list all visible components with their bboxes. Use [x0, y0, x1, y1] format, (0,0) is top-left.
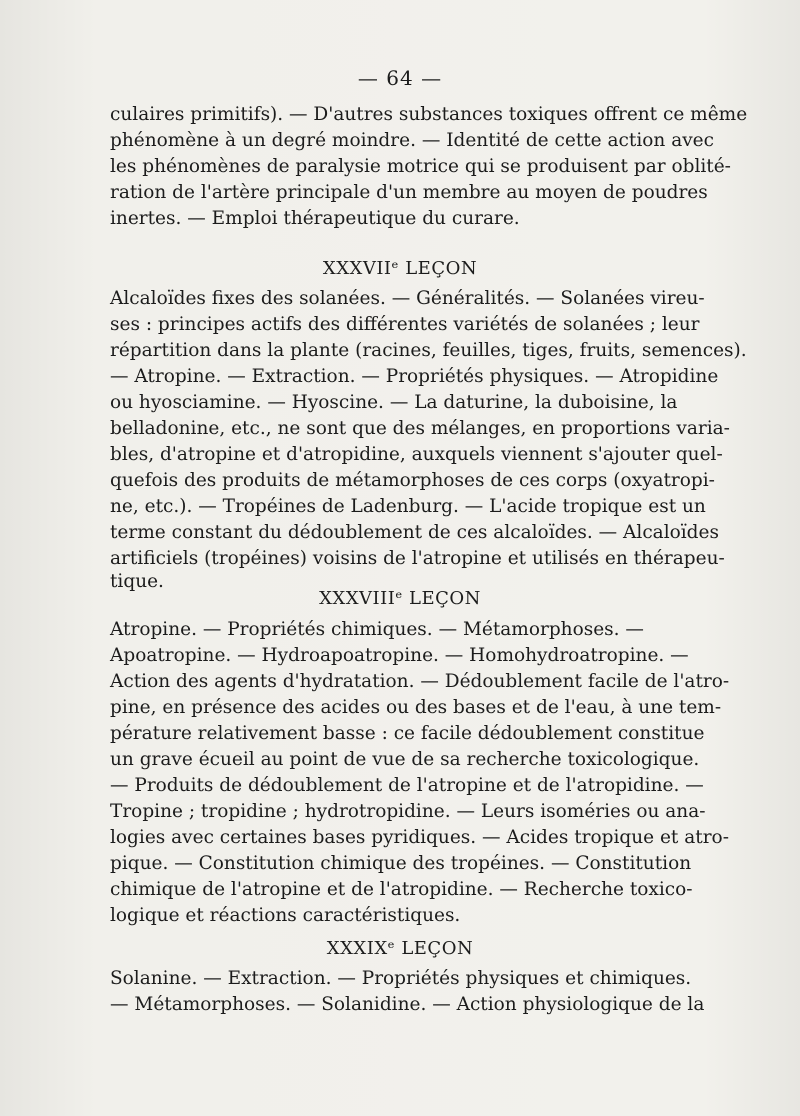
- text-line: logies avec certaines bases pyridiques. — Acides tropique et atro-: [110, 827, 729, 848]
- text-line: Solanine. — Extraction. — Propriétés physiques et chimiques.: [110, 968, 692, 989]
- text-line: ses : principes actifs des différentes variétés de solanées ; leur: [110, 314, 700, 335]
- text-line: pérature relativement basse : ce facile dédoublement constitue: [110, 723, 705, 744]
- text-line: ne, etc.). — Tropéines de Ladenburg. — L'acide tropique est un: [110, 496, 706, 517]
- text-line: bles, d'atropine et d'atropidine, auxquels viennent s'ajouter quel-: [110, 444, 723, 465]
- text-line: inertes. — Emploi thérapeutique du curare.: [110, 208, 520, 229]
- text-line: logique et réactions caractéristiques.: [110, 905, 461, 926]
- text-line: quefois des produits de métamorphoses de ces corps (oxyatropi-: [110, 470, 715, 491]
- text-line: phénomène à un degré moindre. — Identité de cette action avec: [110, 130, 714, 151]
- text-line: Alcaloïdes fixes des solanées. — Généralités. — Solanées vireu-: [110, 288, 705, 309]
- section-heading-39: XXXIXᵉ LEÇON: [326, 938, 474, 959]
- text-line: — Métamorphoses. — Solanidine. — Action physiologique de la: [110, 994, 705, 1015]
- text-line: Tropine ; tropidine ; hydrotropidine. — Leurs isoméries ou ana-: [110, 801, 706, 822]
- text-line: belladonine, etc., ne sont que des mélanges, en proportions varia-: [110, 418, 730, 439]
- text-line: Atropine. — Propriétés chimiques. — Métamorphoses. —: [110, 619, 644, 640]
- text-line: chimique de l'atropine et de l'atropidine. — Recherche toxico-: [110, 879, 693, 900]
- text-line: culaires primitifs). — D'autres substances toxiques offrent ce même: [110, 104, 748, 125]
- text-line: Action des agents d'hydratation. — Dédoublement facile de l'atro-: [110, 671, 730, 692]
- text-line: artificiels (tropéines) voisins de l'atropine et utilisés en thérapeu-: [110, 548, 725, 569]
- text-line: tique.: [110, 571, 164, 592]
- text-line: terme constant du dédoublement de ces alcaloïdes. — Alcaloïdes: [110, 522, 719, 543]
- text-line: un grave écueil au point de vue de sa recherche toxicologique.: [110, 749, 700, 770]
- text-line: pique. — Constitution chimique des tropéines. — Constitution: [110, 853, 692, 874]
- text-line: ration de l'artère principale d'un membre au moyen de poudres: [110, 182, 708, 203]
- text-line: Apoatropine. — Hydroapoatropine. — Homohydroatropine. —: [110, 645, 689, 666]
- text-line: — Produits de dédoublement de l'atropine et de l'atropidine. —: [110, 775, 704, 796]
- text-line: les phénomènes de paralysie motrice qui se produisent par oblité-: [110, 156, 731, 177]
- page-number: — 64 —: [357, 66, 443, 90]
- text-line: — Atropine. — Extraction. — Propriétés physiques. — Atropidine: [110, 366, 719, 387]
- text-line: ou hyosciamine. — Hyoscine. — La daturine, la duboisine, la: [110, 392, 678, 413]
- section-heading-38: XXXVIIIᵉ LEÇON: [319, 588, 481, 609]
- section-heading-37: XXXVIIᵉ LEÇON: [322, 258, 478, 279]
- text-line: pine, en présence des acides ou des bases et de l'eau, à une tem-: [110, 697, 722, 718]
- text-line: répartition dans la plante (racines, feuilles, tiges, fruits, semences).: [110, 340, 747, 361]
